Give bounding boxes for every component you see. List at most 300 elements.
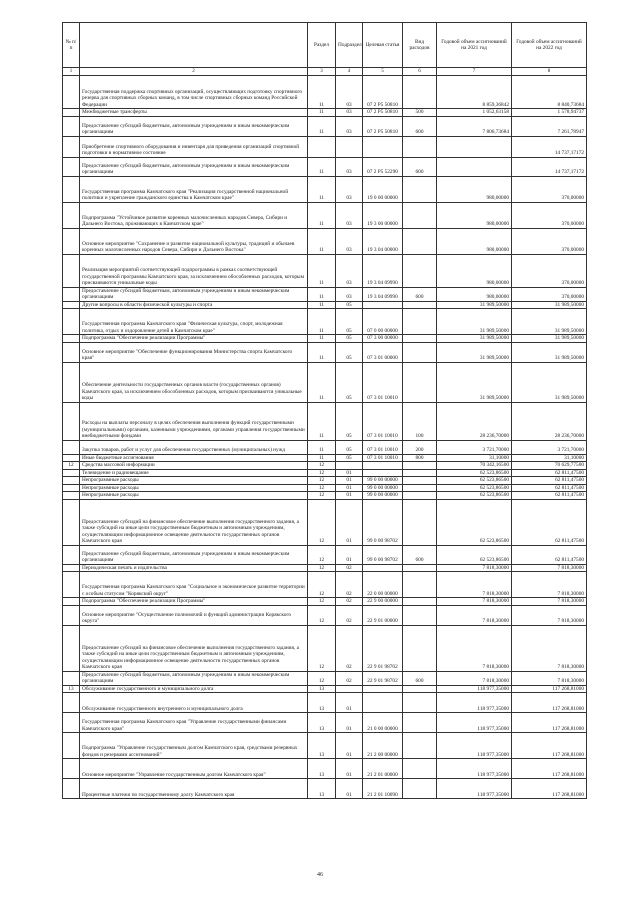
row-number-cell — [63, 625, 80, 671]
row-name-cell: Закупка товаров, работ и услуг для обеспечения государственных (муниципальных) нужд — [80, 440, 308, 454]
row-target-cell: 07 2 P5 50810 — [363, 116, 403, 136]
row-number-cell — [63, 440, 80, 454]
table-row — [63, 462, 587, 470]
row-number-cell — [63, 362, 80, 402]
header-exptype: Вид расходов — [403, 23, 437, 68]
row-subsection-cell: 01 — [336, 477, 363, 485]
row-subsection-cell: 01 — [336, 492, 363, 500]
row-section-cell: 11 — [308, 76, 336, 109]
row-number-cell — [63, 671, 80, 685]
row-number-cell — [63, 254, 80, 287]
row-exptype-cell: 500 — [403, 109, 437, 117]
row-number-cell — [63, 176, 80, 202]
row-name-cell: Подпрограмма "Обеспечение реализации Программы" — [80, 598, 308, 606]
row-2021-cell: 28 236,70000 — [437, 402, 512, 440]
row-number-cell — [63, 136, 80, 157]
column-number: 1 — [63, 68, 80, 76]
row-exptype-cell — [403, 733, 437, 759]
row-name-cell: Государственная программа Камчатского края "Физическая культура, спорт, молодежная политика, отдых и оздоровление детей в Камчатском крае" — [80, 309, 308, 335]
header-subsection: Подраздел — [336, 23, 363, 68]
header-num: № п/п — [63, 23, 80, 68]
row-name-cell: Обслуживание государственного внутреннего и муниципального долга — [80, 693, 308, 713]
row-subsection-cell: 03 — [336, 76, 363, 109]
column-number: 3 — [308, 68, 336, 76]
row-subsection-cell: 01 — [336, 499, 363, 545]
page-number: 46 — [317, 872, 323, 878]
row-2021-cell: 7 818,30000 — [437, 671, 512, 685]
table-row — [63, 477, 587, 485]
row-number-cell — [63, 733, 80, 759]
row-target-cell: 99 0 00 00000 — [363, 477, 403, 485]
row-number-cell — [63, 342, 80, 362]
column-number: 6 — [403, 68, 437, 76]
row-name-cell: Иные бюджетные ассигнования — [80, 454, 308, 462]
row-2021-cell: 118 977,35000 — [437, 685, 512, 693]
row-2022-cell: 62 811,47500 — [512, 545, 587, 564]
row-name-cell: Средства массовой информации — [80, 462, 308, 470]
row-section-cell: 12 — [308, 492, 336, 500]
row-target-cell — [363, 685, 403, 693]
row-2021-cell: 62 523,86500 — [437, 545, 512, 564]
column-number-row — [63, 68, 587, 76]
row-number-cell — [63, 572, 80, 598]
row-name-cell: Обслуживание государственного и муниципального долга — [80, 685, 308, 693]
row-section-cell: 11 — [308, 402, 336, 440]
row-target-cell — [363, 462, 403, 470]
row-section-cell: 11 — [308, 440, 336, 454]
row-number-cell — [63, 287, 80, 301]
row-target-cell: 19 3 00 00000 — [363, 202, 403, 228]
row-target-cell: 19 0 00 00000 — [363, 176, 403, 202]
row-exptype-cell: 600 — [403, 545, 437, 564]
row-name-cell: Предоставление субсидий бюджетным, автономным учреждениям и иным некоммерческим организациям — [80, 545, 308, 564]
row-exptype-cell: 600 — [403, 287, 437, 301]
header-2021: Годовой объем ассигнований на 2021 год — [437, 23, 512, 68]
row-section-cell: 11 — [308, 309, 336, 335]
row-exptype-cell — [403, 477, 437, 485]
row-2021-cell: 8 859,36842 — [437, 76, 512, 109]
row-number-cell — [63, 157, 80, 176]
row-2022-cell: 370,00000 — [512, 228, 587, 254]
table-row — [63, 76, 587, 109]
row-2021-cell: 62 523,86500 — [437, 499, 512, 545]
row-number-cell — [63, 693, 80, 713]
row-exptype-cell — [403, 136, 437, 157]
row-target-cell: 19 3 04 09990 — [363, 287, 403, 301]
row-exptype-cell — [403, 598, 437, 606]
table-row — [63, 287, 587, 301]
row-number-cell: 12 — [63, 462, 80, 470]
row-section-cell: 11 — [308, 157, 336, 176]
row-target-cell: 07 2 P5 50810 — [363, 109, 403, 117]
row-section-cell: 11 — [308, 254, 336, 287]
row-2021-cell — [437, 157, 512, 176]
row-2021-cell: 31 989,50000 — [437, 309, 512, 335]
row-target-cell — [363, 564, 403, 572]
row-exptype-cell: 100 — [403, 402, 437, 440]
row-target-cell: 21 2 00 00000 — [363, 733, 403, 759]
row-subsection-cell: 01 — [336, 733, 363, 759]
row-subsection-cell: 03 — [336, 176, 363, 202]
row-subsection-cell: 02 — [336, 572, 363, 598]
table-row — [63, 572, 587, 598]
header-row — [63, 23, 587, 68]
row-subsection-cell: 05 — [336, 362, 363, 402]
row-2022-cell: 8 840,73684 — [512, 76, 587, 109]
row-2022-cell: 31 989,50000 — [512, 362, 587, 402]
row-number-cell — [63, 564, 80, 572]
row-exptype-cell — [403, 335, 437, 343]
row-2022-cell: 62 811,47500 — [512, 499, 587, 545]
row-2021-cell: 62 523,86500 — [437, 469, 512, 477]
table-row — [63, 625, 587, 671]
table-row — [63, 136, 587, 157]
row-number-cell — [63, 713, 80, 733]
row-2022-cell: 117 268,81000 — [512, 733, 587, 759]
row-target-cell: 99 0 00 98702 — [363, 545, 403, 564]
row-subsection-cell: 01 — [336, 779, 363, 799]
table-row — [63, 157, 587, 176]
row-section-cell: 12 — [308, 469, 336, 477]
row-subsection-cell: 01 — [336, 759, 363, 779]
row-name-cell: Предоставление субсидий на финансовое обеспечение выполнения государственного задания, а также субсидий на иные цели государственным бюджетным и автономным учреждениям, осуществляющим информационное освещение деятельности государственных органов Камчатского края — [80, 499, 308, 545]
row-section-cell: 13 — [308, 759, 336, 779]
row-2022-cell: 62 811,47500 — [512, 492, 587, 500]
table-row — [63, 254, 587, 287]
row-target-cell: 99 0 00 98702 — [363, 499, 403, 545]
column-number: 8 — [512, 68, 587, 76]
row-subsection-cell: 01 — [336, 484, 363, 492]
row-exptype-cell — [403, 693, 437, 713]
row-section-cell: 11 — [308, 362, 336, 402]
budget-table — [62, 22, 587, 799]
row-section-cell: 12 — [308, 499, 336, 545]
row-name-cell: Предоставление субсидий бюджетным, автономным учреждениям и иным некоммерческим организациям — [80, 157, 308, 176]
row-section-cell: 13 — [308, 685, 336, 693]
row-2022-cell: 370,00000 — [512, 287, 587, 301]
row-2022-cell: 117 268,81000 — [512, 685, 587, 693]
table-row — [63, 733, 587, 759]
row-subsection-cell: 05 — [336, 454, 363, 462]
table-row — [63, 301, 587, 309]
row-section-cell: 12 — [308, 484, 336, 492]
row-section-cell: 12 — [308, 545, 336, 564]
row-number-cell — [63, 492, 80, 500]
row-target-cell: 19 3 04 09990 — [363, 254, 403, 287]
row-2022-cell: 7 261,78947 — [512, 116, 587, 136]
row-target-cell: 22 0 00 00000 — [363, 572, 403, 598]
row-subsection-cell: 02 — [336, 671, 363, 685]
row-exptype-cell — [403, 685, 437, 693]
row-section-cell: 11 — [308, 335, 336, 343]
row-name-cell: Межбюджетные трансферты — [80, 109, 308, 117]
row-subsection-cell: 01 — [336, 693, 363, 713]
table-row — [63, 202, 587, 228]
row-subsection-cell: 03 — [336, 202, 363, 228]
row-subsection-cell: 05 — [336, 309, 363, 335]
row-2021-cell: 118 977,35000 — [437, 733, 512, 759]
row-2022-cell: 70 629,77500 — [512, 462, 587, 470]
row-subsection-cell: 05 — [336, 342, 363, 362]
row-2021-cell: 31 989,50000 — [437, 301, 512, 309]
row-name-cell: Государственная программа Камчатского края "Управление государственными финансами Камчатского края" — [80, 713, 308, 733]
row-2021-cell: 7 818,30000 — [437, 564, 512, 572]
table-row — [63, 499, 587, 545]
header-section: Раздел — [308, 23, 336, 68]
row-exptype-cell — [403, 202, 437, 228]
row-target-cell: 07 2 P5 52290 — [363, 157, 403, 176]
row-2021-cell: 70 342,16500 — [437, 462, 512, 470]
row-name-cell: Предоставление субсидий бюджетным, автономным учреждениям и иным некоммерческим организациям — [80, 116, 308, 136]
table-row — [63, 176, 587, 202]
row-name-cell: Государственная программа Камчатского края "Социальное и экономическое развитие территории с особым статусом "Корякский округ" — [80, 572, 308, 598]
row-exptype-cell — [403, 499, 437, 545]
row-section-cell: 13 — [308, 713, 336, 733]
table-row — [63, 484, 587, 492]
row-subsection-cell — [336, 136, 363, 157]
row-2022-cell: 370,00000 — [512, 176, 587, 202]
row-section-cell: 12 — [308, 564, 336, 572]
row-2022-cell: 14 737,17172 — [512, 157, 587, 176]
table-row — [63, 116, 587, 136]
row-exptype-cell — [403, 309, 437, 335]
row-subsection-cell: 05 — [336, 440, 363, 454]
table-row — [63, 693, 587, 713]
row-subsection-cell: 05 — [336, 301, 363, 309]
row-target-cell: 22 9 01 00000 — [363, 605, 403, 625]
row-2021-cell: 980,00000 — [437, 176, 512, 202]
row-exptype-cell: 600 — [403, 116, 437, 136]
table-row — [63, 228, 587, 254]
row-exptype-cell — [403, 605, 437, 625]
row-2022-cell: 31 989,50000 — [512, 342, 587, 362]
row-number-cell — [63, 484, 80, 492]
row-target-cell: 07 3 01 00000 — [363, 342, 403, 362]
row-target-cell — [363, 469, 403, 477]
row-subsection-cell: 03 — [336, 157, 363, 176]
row-2022-cell: 31 989,50000 — [512, 309, 587, 335]
row-exptype-cell — [403, 342, 437, 362]
row-name-cell: Непрограммные расходы — [80, 492, 308, 500]
row-2022-cell: 117 268,81000 — [512, 759, 587, 779]
row-number-cell — [63, 402, 80, 440]
row-2021-cell: 31 989,50000 — [437, 335, 512, 343]
row-target-cell: 07 0 00 00000 — [363, 309, 403, 335]
column-number: 5 — [363, 68, 403, 76]
row-section-cell: 11 — [308, 109, 336, 117]
row-section-cell: 11 — [308, 454, 336, 462]
row-exptype-cell — [403, 625, 437, 671]
row-section-cell: 11 — [308, 116, 336, 136]
table-row — [63, 685, 587, 693]
table-row — [63, 605, 587, 625]
row-number-cell — [63, 598, 80, 606]
row-subsection-cell: 03 — [336, 254, 363, 287]
row-section-cell: 12 — [308, 572, 336, 598]
row-target-cell: 07 3 01 10010 — [363, 402, 403, 440]
row-section-cell: 12 — [308, 477, 336, 485]
row-2021-cell: 980,00000 — [437, 254, 512, 287]
table-row — [63, 469, 587, 477]
row-2021-cell: 7 818,30000 — [437, 572, 512, 598]
table-row — [63, 545, 587, 564]
row-section-cell: 12 — [308, 598, 336, 606]
row-target-cell: 99 0 00 00000 — [363, 484, 403, 492]
table-row — [63, 454, 587, 462]
row-exptype-cell — [403, 76, 437, 109]
row-number-cell — [63, 469, 80, 477]
table-row — [63, 564, 587, 572]
row-2022-cell: 7 818,30000 — [512, 605, 587, 625]
row-section-cell — [308, 136, 336, 157]
row-2021-cell: 118 977,35000 — [437, 713, 512, 733]
table-row — [63, 342, 587, 362]
row-2021-cell: 7 818,30000 — [437, 625, 512, 671]
table-row — [63, 671, 587, 685]
column-number: 4 — [336, 68, 363, 76]
row-target-cell — [363, 136, 403, 157]
table-row — [63, 309, 587, 335]
row-name-cell: Телевидение и радиовещание — [80, 469, 308, 477]
row-name-cell: Предоставление субсидий на финансовое обеспечение выполнения государственного задания, а также субсидий на иные цели государственным бюджетным и автономным учреждениям, осуществляющим информационное освещение деятельности государственных органов Камчатского края — [80, 625, 308, 671]
row-number-cell — [63, 301, 80, 309]
row-name-cell: Подпрограмма "Обеспечение реализации Программы" — [80, 335, 308, 343]
row-2021-cell: 62 523,86500 — [437, 492, 512, 500]
row-2021-cell: 980,00000 — [437, 202, 512, 228]
header-target: Целевая статья — [363, 23, 403, 68]
row-2021-cell: 7 818,30000 — [437, 605, 512, 625]
row-number-cell: 13 — [63, 685, 80, 693]
row-exptype-cell — [403, 228, 437, 254]
row-target-cell: 22 9 00 00000 — [363, 598, 403, 606]
row-2022-cell: 14 737,17172 — [512, 136, 587, 157]
row-2022-cell: 7 818,30000 — [512, 671, 587, 685]
row-subsection-cell: 02 — [336, 564, 363, 572]
row-subsection-cell — [336, 685, 363, 693]
row-subsection-cell: 03 — [336, 287, 363, 301]
row-exptype-cell — [403, 362, 437, 402]
row-section-cell: 13 — [308, 779, 336, 799]
row-number-cell — [63, 76, 80, 109]
table-row — [63, 440, 587, 454]
row-name-cell: Основное мероприятие "Управление государственным долгом Камчатского края" — [80, 759, 308, 779]
row-section-cell: 11 — [308, 228, 336, 254]
row-2021-cell: 118 977,35000 — [437, 779, 512, 799]
row-subsection-cell: 02 — [336, 598, 363, 606]
row-2021-cell: 3 721,70000 — [437, 440, 512, 454]
row-section-cell: 11 — [308, 301, 336, 309]
table-row — [63, 759, 587, 779]
row-target-cell: 99 0 00 00000 — [363, 492, 403, 500]
row-exptype-cell — [403, 779, 437, 799]
row-name-cell: Подпрограмма "Устойчивое развитие коренных малочисленных народов Севера, Сибири и Дальнего Востока, проживающих в Камчатском крае" — [80, 202, 308, 228]
row-subsection-cell: 05 — [336, 402, 363, 440]
row-name-cell: Предоставление субсидий бюджетным, автономным учреждениям и иным некоммерческим организациям — [80, 287, 308, 301]
table-row — [63, 402, 587, 440]
row-name-cell: Основное мероприятие "Обеспечение функционирования Министерства спорта Камчатского края" — [80, 342, 308, 362]
row-number-cell — [63, 759, 80, 779]
row-section-cell: 12 — [308, 605, 336, 625]
row-2022-cell: 31,10000 — [512, 454, 587, 462]
row-2021-cell — [437, 136, 512, 157]
row-target-cell: 07 3 01 10010 — [363, 440, 403, 454]
row-2021-cell: 118 977,35000 — [437, 693, 512, 713]
row-2022-cell: 7 818,30000 — [512, 625, 587, 671]
table-row — [63, 713, 587, 733]
row-section-cell: 11 — [308, 202, 336, 228]
row-2021-cell: 118 977,35000 — [437, 759, 512, 779]
row-number-cell — [63, 335, 80, 343]
header-2022: Годовой объем ассигнований на 2022 год — [512, 23, 587, 68]
row-2022-cell: 117 268,81000 — [512, 693, 587, 713]
row-number-cell — [63, 309, 80, 335]
row-name-cell: Государственная поддержка спортивных организаций, осуществляющих подготовку спортивного резерва для спортивных сборных команд, в том числе спортивных сборных команд Российской Федерации — [80, 76, 308, 109]
row-2021-cell: 1 052,63158 — [437, 109, 512, 117]
row-exptype-cell — [403, 713, 437, 733]
row-name-cell: Процентные платежи по государственному долгу Камчатского края — [80, 779, 308, 799]
row-exptype-cell — [403, 254, 437, 287]
row-subsection-cell — [336, 462, 363, 470]
header-name — [80, 23, 308, 68]
row-2021-cell: 7 818,30000 — [437, 598, 512, 606]
row-exptype-cell — [403, 176, 437, 202]
row-2022-cell: 31 989,50000 — [512, 335, 587, 343]
row-name-cell: Другие вопросы в области физической культуры и спорта — [80, 301, 308, 309]
row-section-cell: 12 — [308, 625, 336, 671]
row-2022-cell: 117 268,81000 — [512, 779, 587, 799]
row-exptype-cell — [403, 492, 437, 500]
row-subsection-cell: 02 — [336, 605, 363, 625]
row-exptype-cell — [403, 469, 437, 477]
table-row — [63, 779, 587, 799]
row-target-cell — [363, 693, 403, 713]
row-number-cell — [63, 477, 80, 485]
row-target-cell: 21 2 01 00000 — [363, 759, 403, 779]
row-exptype-cell: 800 — [403, 454, 437, 462]
row-number-cell — [63, 109, 80, 117]
row-2022-cell: 31 989,50000 — [512, 301, 587, 309]
row-2022-cell: 7 818,30000 — [512, 572, 587, 598]
row-2021-cell: 31 989,50000 — [437, 342, 512, 362]
row-exptype-cell — [403, 484, 437, 492]
row-2022-cell: 370,00000 — [512, 254, 587, 287]
row-target-cell: 19 3 04 00000 — [363, 228, 403, 254]
row-name-cell: Непрограммные расходы — [80, 484, 308, 492]
row-2022-cell: 62 811,47500 — [512, 484, 587, 492]
table-row — [63, 492, 587, 500]
row-name-cell: Реализация мероприятий соответствующей подпрограммы в рамках соответствующей государственной программы Камчатского края, за исключением обособленных расходов, которым присваиваются уникальные коды — [80, 254, 308, 287]
row-number-cell — [63, 545, 80, 564]
row-exptype-cell — [403, 564, 437, 572]
row-subsection-cell: 03 — [336, 116, 363, 136]
row-number-cell — [63, 228, 80, 254]
table-row — [63, 335, 587, 343]
row-exptype-cell — [403, 462, 437, 470]
row-subsection-cell: 03 — [336, 228, 363, 254]
row-exptype-cell: 600 — [403, 671, 437, 685]
row-section-cell: 11 — [308, 287, 336, 301]
row-2021-cell: 980,00000 — [437, 287, 512, 301]
row-2021-cell: 980,00000 — [437, 228, 512, 254]
row-exptype-cell: 600 — [403, 157, 437, 176]
row-section-cell: 13 — [308, 733, 336, 759]
row-target-cell: 07 2 P5 50810 — [363, 76, 403, 109]
row-exptype-cell: 200 — [403, 440, 437, 454]
row-subsection-cell: 01 — [336, 469, 363, 477]
row-number-cell — [63, 202, 80, 228]
row-2022-cell: 3 721,70000 — [512, 440, 587, 454]
row-target-cell: 07 3 01 10010 — [363, 454, 403, 462]
